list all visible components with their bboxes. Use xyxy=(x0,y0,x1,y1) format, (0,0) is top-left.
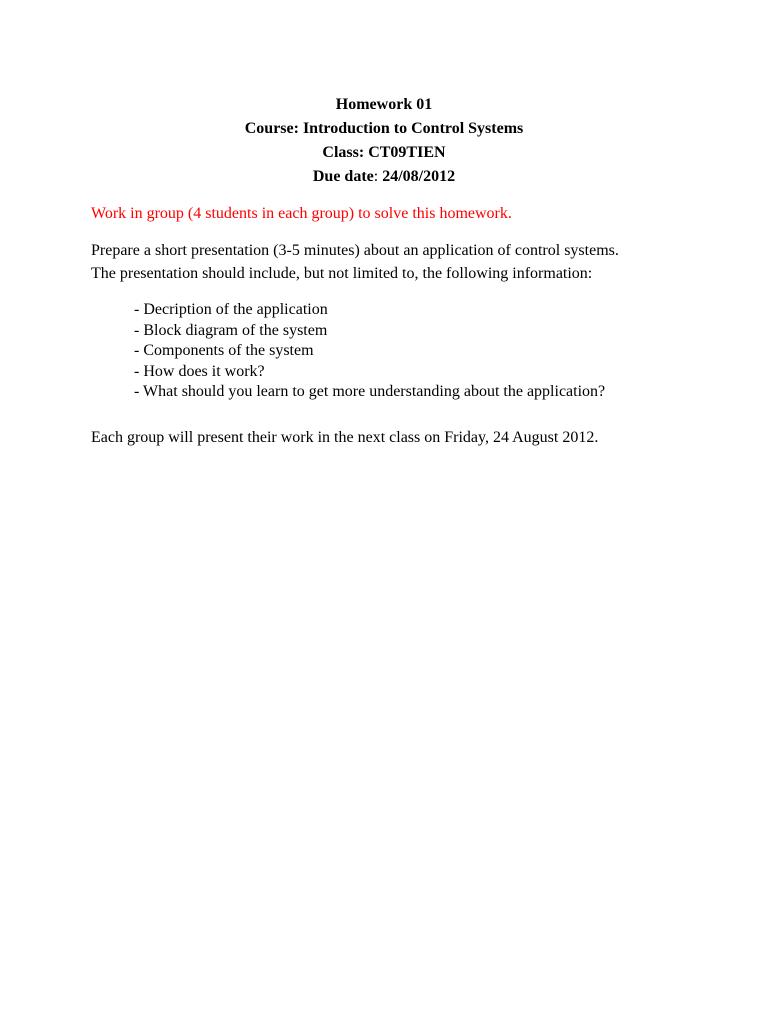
due-date-label: Due date xyxy=(312,168,374,185)
group-work-instruction: Work in group (4 students in each group) to solve this homework. xyxy=(91,205,512,222)
due-date-separator: : xyxy=(373,168,383,185)
due-date-line xyxy=(0,165,768,189)
intro-line-2: The presentation should include, but not limited to, the following information: xyxy=(91,265,593,282)
list-item: - Decription of the application xyxy=(134,301,328,318)
course-line: Course: Introduction to Control Systems xyxy=(244,120,524,137)
homework-header xyxy=(0,93,768,189)
requirements-list xyxy=(134,300,605,403)
presentation-intro xyxy=(91,239,691,285)
presentation-schedule: Each group will present their work in the next class on Friday, 24 August 2012. xyxy=(91,429,599,446)
list-item: - Components of the system xyxy=(134,342,314,359)
due-date-value: 24/08/2012 xyxy=(382,168,456,185)
list-item: - How does it work? xyxy=(134,362,265,380)
list-item: - Block diagram of the system xyxy=(134,321,328,339)
homework-title: Homework 01 xyxy=(335,96,433,113)
intro-line-1: Prepare a short presentation (3-5 minutes) about an application of control systems. xyxy=(91,242,619,259)
class-line: Class: CT09TIEN xyxy=(322,144,446,161)
list-item: - What should you learn to get more understanding about the application? xyxy=(134,383,606,400)
